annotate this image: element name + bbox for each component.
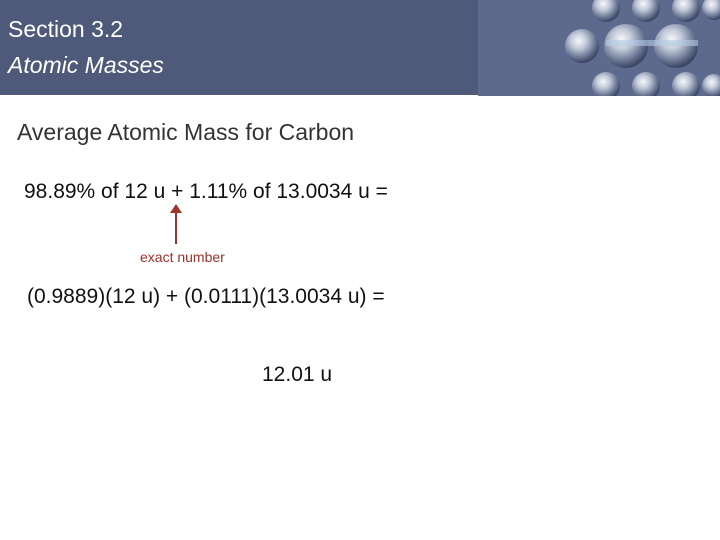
section-subtitle: Atomic Masses	[8, 52, 164, 78]
decorative-spheres-image	[478, 0, 720, 96]
exact-number-annotation: exact number	[140, 249, 225, 265]
header-bar	[0, 0, 720, 96]
header-title-block	[0, 0, 478, 96]
header-divider	[0, 95, 478, 98]
slide-title: Average Atomic Mass for Carbon	[17, 119, 355, 145]
equation-line-2: (0.9889)(12 u) + (0.0111)(13.0034 u) =	[27, 285, 385, 308]
spheres-graphic	[478, 0, 720, 96]
up-arrow-icon	[166, 204, 186, 246]
equation-line-1: 98.89% of 12 u + 1.11% of 13.0034 u =	[24, 180, 388, 203]
result-value: 12.01 u	[262, 363, 333, 386]
section-number: Section 3.2	[8, 16, 124, 42]
